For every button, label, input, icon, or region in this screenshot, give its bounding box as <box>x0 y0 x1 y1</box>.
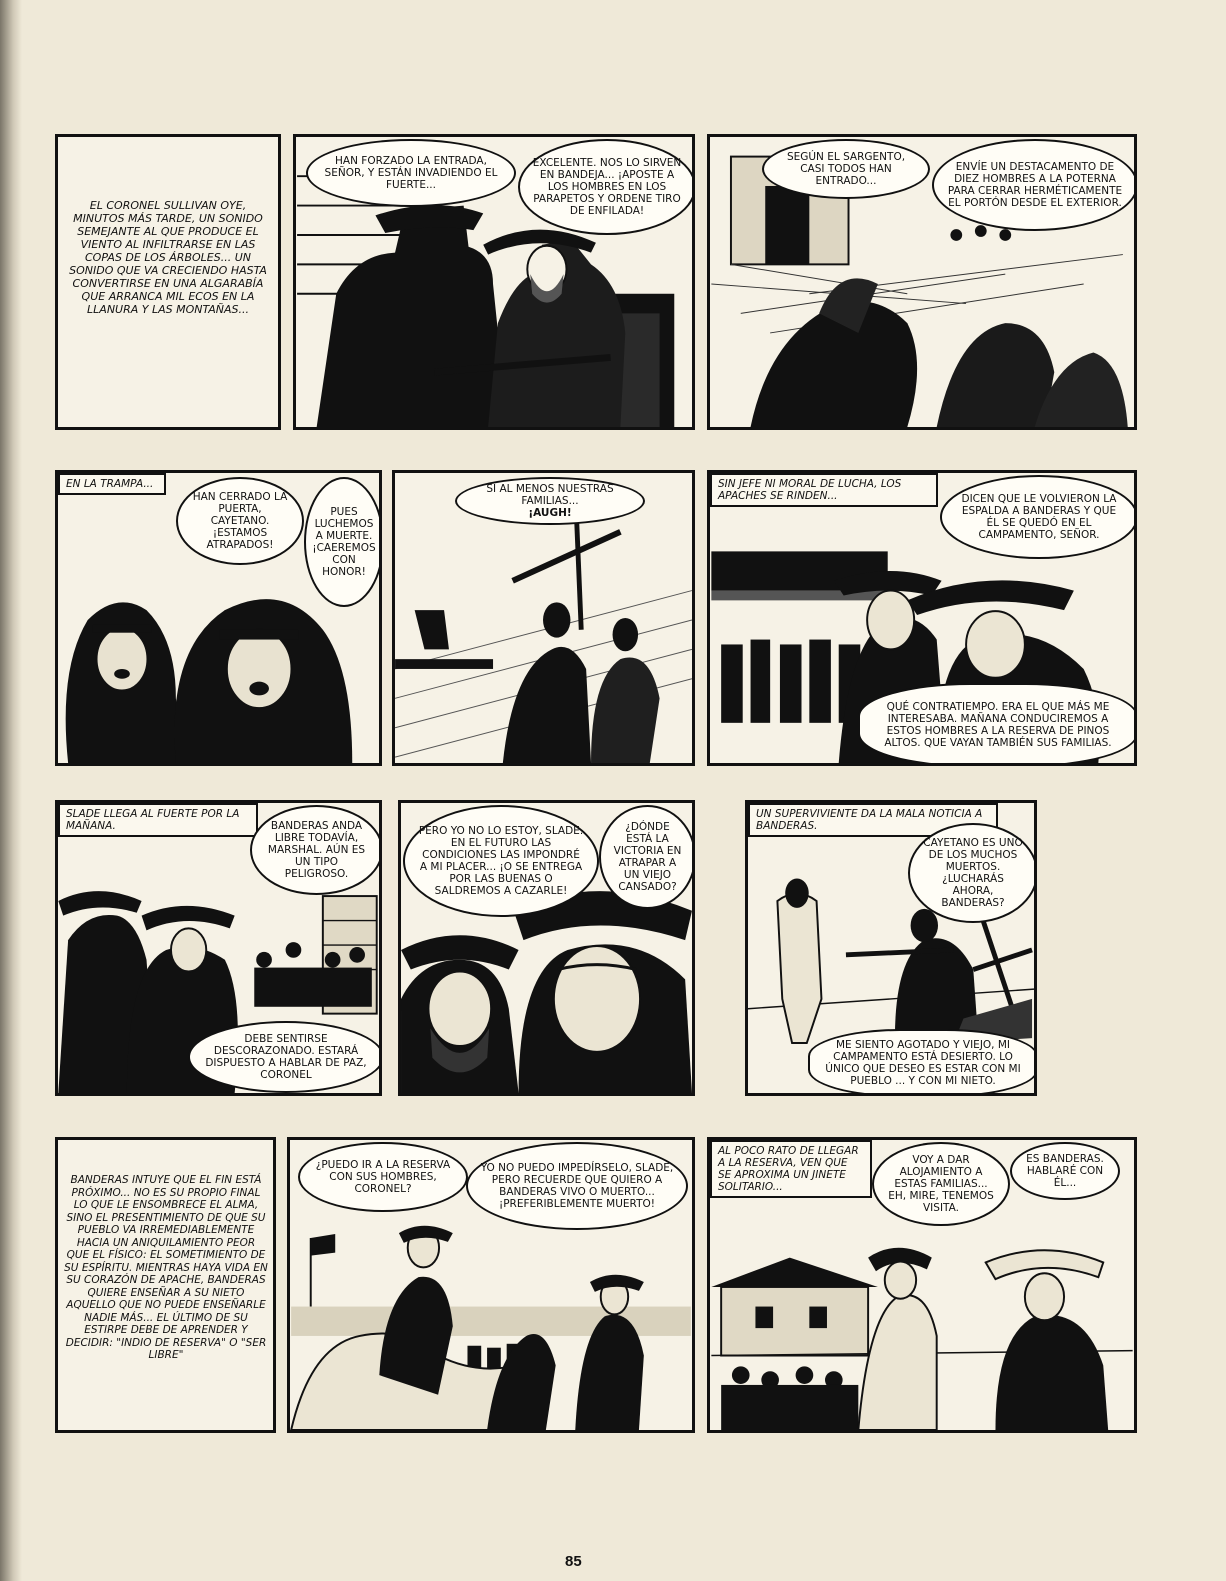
panel-7-slade-arrives <box>55 800 382 1096</box>
panel-10-text <box>55 1137 276 1433</box>
speech-balloon: DEBE SENTIRSE DESCORAZONADO. ESTARÁ DISPUESTO A HABLAR DE PAZ, CORONEL <box>188 1021 382 1093</box>
speech-balloon: EXCELENTE. NOS LO SIRVEN EN BANDEJA... ¡APOSTE A LOS HOMBRES EN LOS PARAPETOS Y ORDENE TIRO DE ENFILADA! <box>518 139 695 235</box>
caption-box: AL POCO RATO DE LLEGAR A LA RESERVA, VEN QUE SE APROXIMA UN JINETE SOLITARIO... <box>710 1140 872 1198</box>
speech-balloon: ¿DÓNDE ESTÁ LA VICTORIA EN ATRAPAR A UN VIEJO CANSADO? <box>599 805 695 909</box>
speech-balloon: VOY A DAR ALOJAMIENTO A ESTAS FAMILIAS... EH, MIRE, TENEMOS VISITA. <box>872 1142 1010 1226</box>
speech-balloon: HAN CERRADO LA PUERTA, CAYETANO. ¡ESTAMOS ATRAPADOS! <box>176 477 304 565</box>
page-number: 85 <box>565 1553 582 1570</box>
speech-balloon: PUES LUCHEMOS A MUERTE. ¡CAEREMOS CON HONOR! <box>304 477 382 607</box>
narration-caption: BANDERAS INTUYE QUE EL FIN ESTÁ PRÓXIMO... NO ES SU PROPIO FINAL LO QUE LE ENSOMBRECE EL ALMA, SINO EL PRESENTIMIENTO DE QUE SU PUEBLO VA IRREMEDIABLEMENTE HACIA UN ANIQUILAMIENTO PEOR QUE EL FÍSICO: EL SOMETIMIENTO DE SU ESPÍRITU. MIENTRAS HAYA VIDA EN SU CORAZÓN DE APACHE, BANDERAS QUIERE ENSEÑAR A SU NIETO AQUELLO QUE NO PUEDE ENSEÑARLE NADIE MÁS... EL ÚLTIMO DE SU ESTIRPE DEBE DE APRENDER Y DECIDIR: "INDIO DE RESERVA" O "SER LIBRE" <box>64 1174 268 1361</box>
narration-caption: EL CORONEL SULLIVAN OYE, MINUTOS MÁS TARDE, UN SONIDO SEMEJANTE AL QUE PRODUCE EL VIENTO AL INFILTRARSE EN LAS COPAS DE LOS ÁRBOLES... UN SONIDO QUE VA CRECIENDO HASTA CONVERTIRSE EN UNA ALGARABÍA QUE ARRANCA MIL ECOS EN LA LLANURA Y LAS MONTAÑAS... <box>69 199 267 316</box>
speech-balloon: DICEN QUE LE VOLVIERON LA ESPALDA A BANDERAS Y QUE ÉL SE QUEDÓ EN EL CAMPAMENTO, SEÑOR. <box>940 475 1137 559</box>
panel-1-text <box>55 134 281 430</box>
speech-balloon: ¿PUEDO IR A LA RESERVA CON SUS HOMBRES, CORONEL? <box>298 1142 468 1212</box>
speech-balloon: ME SIENTO AGOTADO Y VIEJO, MI CAMPAMENTO ESTÁ DESIERTO. LO ÚNICO QUE DESEO ES ESTAR CON MI PUEBLO ... Y CON MI NIETO. <box>808 1029 1037 1096</box>
caption-box: EN LA TRAMPA... <box>58 473 166 495</box>
book-spine-shadow <box>0 0 22 1581</box>
panel-11-slade-on-horse <box>287 1137 695 1433</box>
panel-3-apaches-charge <box>707 134 1137 430</box>
speech-balloon <box>455 477 645 525</box>
balloon-line: SI AL MENOS NUESTRAS FAMILIAS... <box>486 483 614 507</box>
speech-balloon: ENVÍE UN DESTACAMENTO DE DIEZ HOMBRES A LA POTERNA PARA CERRAR HERMÉTICAMENTE EL PORTÓN DESDE EL EXTERIOR. <box>932 139 1137 231</box>
caption-box: UN SUPERVIVIENTE DA LA MALA NOTICIA A BANDERAS. <box>748 803 998 837</box>
panel-5-fight <box>392 470 695 766</box>
speech-balloon: SEGÚN EL SARGENTO, CASI TODOS HAN ENTRADO... <box>762 139 930 199</box>
panel-12-reservation <box>707 1137 1137 1433</box>
caption-box: SIN JEFE NI MORAL DE LUCHA, LOS APACHES SE RINDEN... <box>710 473 938 507</box>
speech-balloon: ES BANDERAS. HABLARÉ CON ÉL... <box>1010 1142 1120 1200</box>
speech-balloon: BANDERAS ANDA LIBRE TODAVÍA, MARSHAL. AÚN ES UN TIPO PELIGROSO. <box>250 805 382 895</box>
speech-balloon: QUÉ CONTRATIEMPO. ERA EL QUE MÁS ME INTERESABA. MAÑANA CONDUCIREMOS A ESTOS HOMBRES A LA RESERVA DE PINOS ALTOS. QUE VAYAN TAMBIÉN SUS FAMILIAS. <box>858 683 1137 766</box>
panel-9-banderas <box>745 800 1037 1096</box>
balloon-exclamation: ¡AUGH! <box>528 507 572 519</box>
caption-box: SLADE LLEGA AL FUERTE POR LA MAÑANA. <box>58 803 258 837</box>
speech-balloon: CAYETANO ES UNO DE LOS MUCHOS MUERTOS. ¿LUCHARÁS AHORA, BANDERAS? <box>908 823 1037 923</box>
speech-balloon: HAN FORZADO LA ENTRADA, SEÑOR, Y ESTÁN INVADIENDO EL FUERTE... <box>306 139 516 207</box>
panel-4-trapped-apaches <box>55 470 382 766</box>
speech-balloon: PERO YO NO LO ESTOY, SLADE. EN EL FUTURO LAS CONDICIONES LAS IMPONDRÉ A MI PLACER... ¡O SE ENTREGA POR LAS BUENAS O SALDREMOS A CAZARLE! <box>403 805 599 917</box>
panel-8-colonel-and-slade <box>398 800 695 1096</box>
panel-2-soldiers-fort <box>293 134 695 430</box>
speech-balloon: YO NO PUEDO IMPEDÍRSELO, SLADE, PERO RECUERDE QUE QUIERO A BANDERAS VIVO O MUERTO... ¡PREFERIBLEMENTE MUERTO! <box>466 1142 688 1230</box>
panel-6-surrender <box>707 470 1137 766</box>
